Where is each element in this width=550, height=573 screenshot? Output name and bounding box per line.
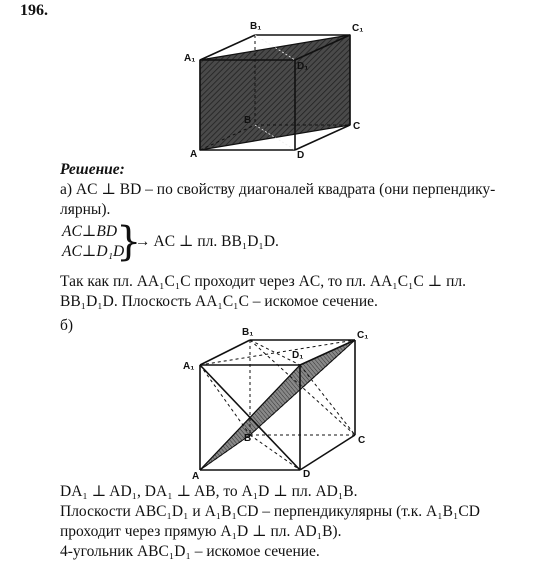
- fig-b-label-b1: B₁: [242, 327, 254, 338]
- system-line1: AC⊥BD: [62, 223, 118, 240]
- part-a-conclusion1: Так как пл. AA₁C₁C проходит через AC, то пл. AA₁C₁C ⊥ пл.: [60, 273, 467, 290]
- fig-a-label-a: A: [190, 149, 198, 160]
- system-brace: }: [116, 219, 142, 265]
- fig-a-label-b1: B₁: [250, 21, 262, 32]
- section-a-shading: [200, 35, 350, 150]
- fig-a-label-d: D: [297, 150, 305, 160]
- fig-a-label-c: C: [353, 121, 361, 132]
- fig-a-label-b: B: [244, 115, 252, 126]
- fig-a-label-c1: C₁: [352, 23, 364, 34]
- figure-b-cube: [180, 325, 380, 480]
- fig-b-label-d1: D₁: [292, 350, 304, 361]
- fig-a-label-a1: A₁: [184, 53, 196, 64]
- part-a-conclusion2: BB₁D₁D. Плоскость AA₁C₁C – искомое сечение.: [60, 293, 378, 310]
- fig-a-label-d1: D₁: [297, 61, 309, 72]
- solution-heading: Решение:: [60, 161, 125, 178]
- part-a-line1: а) AC ⊥ BD – по свойству диагоналей квадрата (они перпендику-: [60, 181, 496, 198]
- part-b-label: б): [60, 317, 74, 334]
- system-line2: AC⊥D₁D: [62, 243, 125, 260]
- fig-b-label-b: B: [244, 433, 252, 444]
- fig-b-label-a: A: [192, 471, 200, 480]
- part-b-line4: 4-угольник ABC₁D₁ – искомое сечение.: [60, 543, 320, 560]
- fig-b-label-c1: C₁: [357, 330, 369, 341]
- fig-b-label-d: D: [303, 469, 311, 480]
- fig-b-label-a1: A₁: [183, 361, 195, 372]
- part-b-line3: проходит через прямую A₁D ⊥ пл. AD₁B).: [60, 523, 342, 540]
- figure-a-cube: [180, 15, 380, 160]
- system-result: → AC ⊥ пл. BB₁D₁D.: [135, 233, 279, 250]
- part-b-line2: Плоскости ABC₁D₁ и A₁B₁CD – перпендикулярны (т.к. A₁B₁CD: [60, 503, 480, 520]
- part-a-line2: лярны).: [60, 201, 111, 218]
- problem-number: 196.: [20, 2, 48, 19]
- part-b-line1: DA₁ ⊥ AD₁, DA₁ ⊥ AB, то A₁D ⊥ пл. AD₁B.: [60, 483, 358, 500]
- fig-b-label-c: C: [358, 435, 366, 446]
